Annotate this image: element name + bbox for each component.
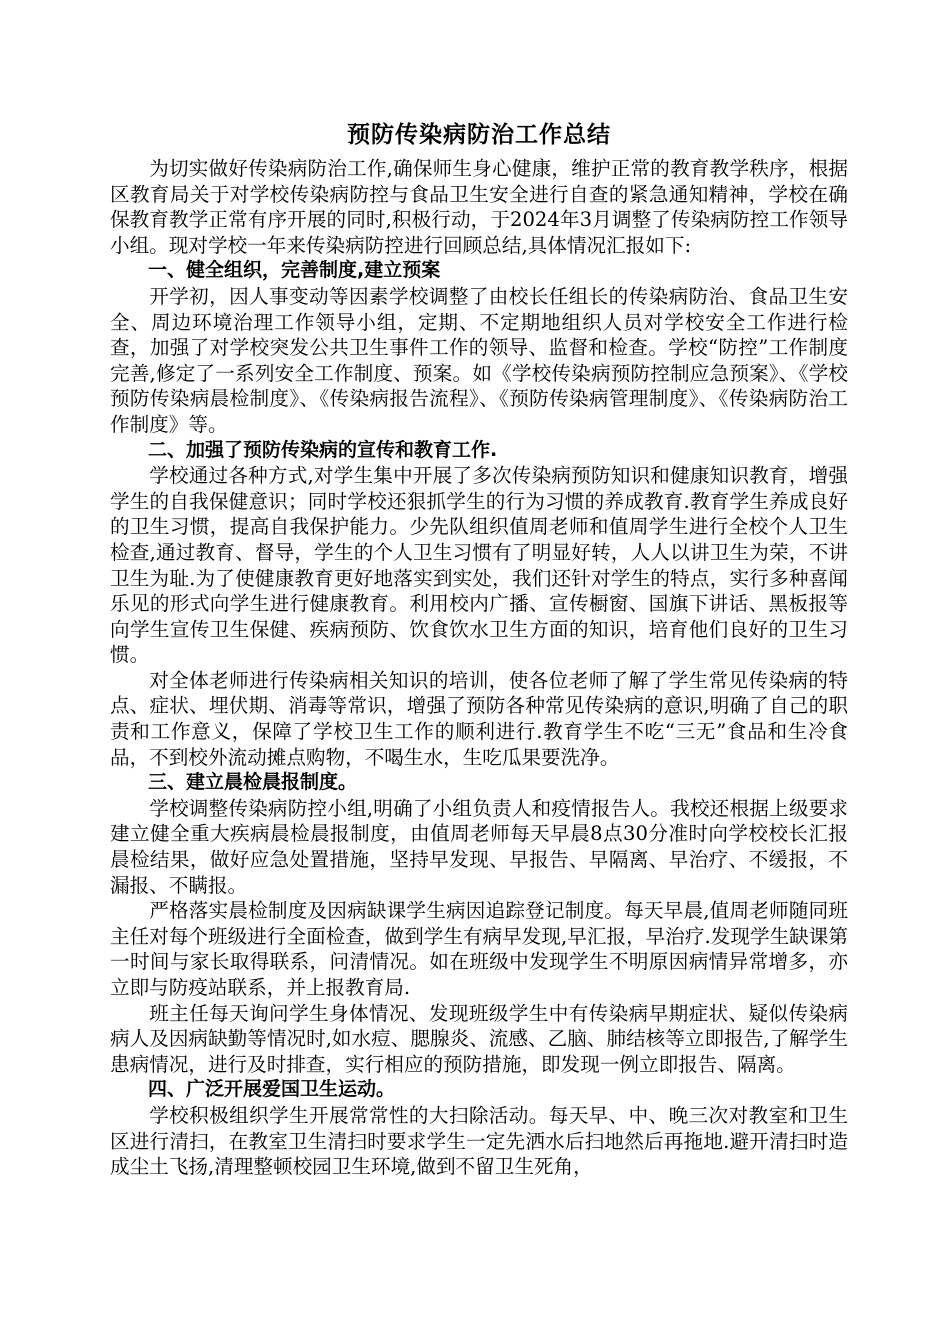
section-2-paragraph-1: 学校通过各种方式,对学生集中开展了多次传染病预防知识和健康知识教育，增强学生的自我保健意识；同时学校还狠抓学生的行为习惯的养成教育.教育学生养成良好的卫生习惯，提高自我保护能力。少先队组织值周老师和值周学生进行全校个人卫生检查,通过教育、督导，学生的个人卫生习惯有了明显好转，人人以讲卫生为荣，不讲卫生为耻.为了使健康教育更好地落实到实处，我们还针对学生的特点，实行多种喜闻乐见的形式向学生进行健康教育。利用校内广播、宣传橱窗、国旗下讲话、黑板报等向学生宣传卫生保健、疾病预防、饮食饮水卫生方面的知识，培育他们良好的卫生习惯。	[110, 464, 848, 667]
section-3-paragraph-3: 班主任每天询问学生身体情况、发现班级学生中有传染病早期症状、疑似传染病病人及因病缺勤等情况时,如水痘、腮腺炎、流感、乙脑、肺结核等立即报告,了解学生患病情况，进行及时排查，实行相应的预防措施，即发现一例立即报告、隔离。	[110, 1001, 848, 1076]
section-2-paragraph-2: 对全体老师进行传染病相关知识的培训，使各位老师了解了学生常见传染病的特点、症状、埋伏期、消毒等常识，增强了预防各种常见传染病的意识,明确了自己的职责和工作意义，保障了学校卫生工作的顺利进行.教育学生不吃“三无”食品和生冷食品，不到校外流动摊点购物，不喝生水，生吃瓜果要洗净。	[110, 668, 848, 769]
intro-paragraph: 为切实做好传染病防治工作,确保师生身心健康，维护正常的教育教学秩序，根据区教育局关于对学校传染病防控与食品卫生安全进行自查的紧急通知精神，学校在确保教育教学正常有序开展的同时,积极行动，于2024年3月调整了传染病防控工作领导小组。现对学校一年来传染病防控进行回顾总结,具体情况汇报如下:	[110, 157, 848, 257]
section-heading-3: 三、建立晨检晨报制度。	[148, 771, 358, 794]
document-page	[110, 114, 848, 1180]
document-title: 预防传染病防治工作总结	[347, 122, 611, 148]
section-1-paragraph: 开学初，因人事变动等因素学校调整了由校长任组长的传染病防治、食品卫生安全、周边环境治理工作领导小组，定期、不定期地组织人员对学校安全工作进行检查，加强了对学校突发公共卫生事件工作的领导、监督和检查。学校“防控”工作制度完善,修定了一系列安全工作制度、预案。如《学校传染病预防控制应急预案》、《学校预防传染病晨检制度》、《传染病报告流程》、《预防传染病管理制度》、《传染病防治工作制度》等。	[110, 284, 848, 436]
section-4-paragraph-1: 学校积极组织学生开展常常性的大扫除活动。每天早、中、晚三次对教室和卫生区进行清扫，在教室卫生清扫时要求学生一定先洒水后扫地然后再拖地.避开清扫时造成尘土飞扬,清理整顿校园卫生环境,做到不留卫生死角，	[110, 1103, 848, 1179]
section-3-paragraph-2: 严格落实晨检制度及因病缺课学生病因追踪登记制度。每天早晨,值周老师随同班主任对每个班级进行全面检查，做到学生有病早发现,早汇报，早治疗.发现学生缺课第一时间与家长取得联系，问清情况。如在班级中发现学生不明原因病情异常增多，亦立即与防疫站联系，并上报教育局.	[110, 899, 848, 999]
section-heading-4: 四、广泛开展爱国卫生运动。	[148, 1078, 396, 1101]
section-3-paragraph-1: 学校调整传染病防控小组,明确了小组负责人和疫情报告人。我校还根据上级要求建立健全重大疾病晨检晨报制度，由值周老师每天早晨8点30分准时向学校校长汇报晨检结果，做好应急处置措施，坚持早发现、早报告、早隔离、早治疗、不缓报，不漏报、不瞒报。	[110, 796, 848, 897]
section-heading-1: 一、健全组织，完善制度,建立预案	[148, 259, 441, 282]
section-heading-2: 二、加强了预防传染病的宣传和教育工作.	[148, 438, 498, 461]
